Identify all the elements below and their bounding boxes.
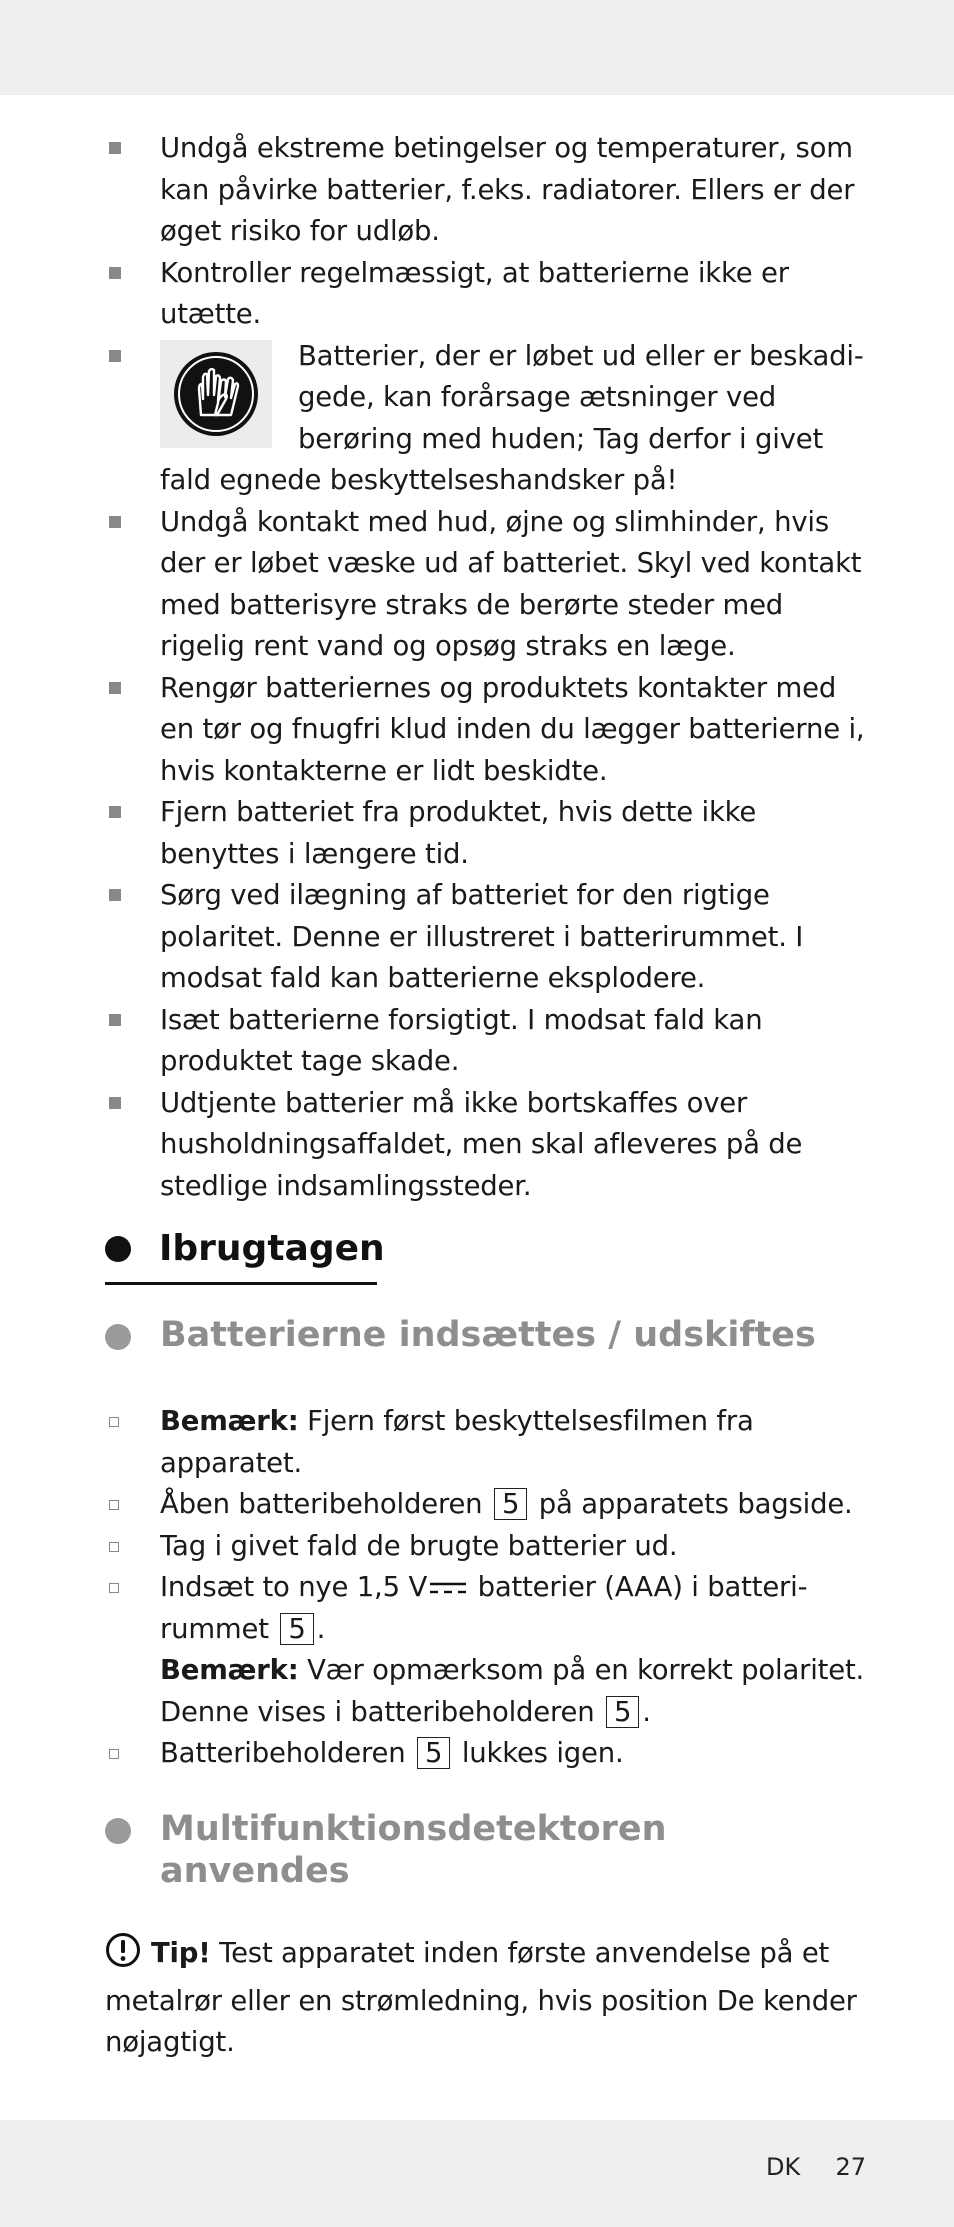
checkbox-bullet-icon <box>109 1583 119 1593</box>
square-bullet-icon <box>109 889 121 901</box>
safety-list <box>105 128 865 1207</box>
page-footer <box>766 2153 866 2181</box>
list-item: Kontroller regelmæssigt, at batterierne ikke er utætte. <box>105 253 865 336</box>
language-code: DK <box>766 2153 801 2181</box>
list-item: Isæt batterierne forsigtigt. I modsat fald kan produktet tage skade. <box>105 1000 865 1083</box>
tip-note: Tip! Test apparatet inden første anvendelse på et metalrør eller en strømledning, hvis position De kender nøjagtigt. <box>105 1932 865 2064</box>
square-bullet-icon <box>109 142 121 154</box>
square-bullet-icon <box>109 682 121 694</box>
part-reference-box: 5 <box>280 1613 313 1645</box>
square-bullet-icon <box>109 350 121 362</box>
grey-dot-icon <box>105 1818 131 1844</box>
checkbox-bullet-icon <box>109 1749 119 1759</box>
exclamation-icon <box>105 1932 141 1981</box>
square-bullet-icon <box>109 267 121 279</box>
square-bullet-icon <box>109 1014 121 1026</box>
square-bullet-icon <box>109 806 121 818</box>
list-item: Bemærk: Fjern først beskyttelsesfilmen fra apparatet. <box>105 1401 885 1484</box>
list-item: Åben batteribeholderen 5 på apparatets bagside. <box>105 1484 885 1526</box>
list-item: Tag i givet fald de brugte batterier ud. <box>105 1526 885 1568</box>
grey-dot-icon <box>105 1324 131 1350</box>
list-item: Undgå kontakt med hud, øjne og slimhinder, hvis der er løbet væske ud af batteriet. Skyl ved kontakt med batterisyre straks de berørte steder med rigelig rent vand og opsøg straks en læge. <box>105 502 865 668</box>
protective-gloves-icon <box>160 340 272 448</box>
list-item: Batterier, der er løbet ud eller er beskadigede, kan forårsage ætsninger ved berøring med huden; Tag derfor i givet fald egnede beskyttelseshandsker på! <box>105 336 865 502</box>
section-heading-ibrugtagen: Ibrugtagen <box>105 1228 385 1269</box>
heading-underline <box>105 1282 377 1285</box>
square-bullet-icon <box>109 1097 121 1109</box>
battery-steps-list <box>105 1401 885 1775</box>
black-dot-icon <box>105 1236 131 1262</box>
list-item: Sørg ved ilægning af batteriet for den rigtige polaritet. Denne er illustreret i batterirummet. I modsat fald kan batterierne eksplodere. <box>105 875 865 1000</box>
list-item: Rengør batteriernes og produktets kontakter med en tør og fnugfri klud inden du lægger batterierne i, hvis kontakterne er lidt beskidte. <box>105 668 865 793</box>
checkbox-bullet-icon <box>109 1500 119 1510</box>
checkbox-bullet-icon <box>109 1542 119 1552</box>
list-item: Indsæt to nye 1,5 V batterier (AAA) i batterirummet 5 . Bemærk: Vær opmærksom på en korrekt polaritet. Denne vises i batteribeholderen 5 . <box>105 1567 885 1733</box>
part-reference-box: 5 <box>494 1488 527 1520</box>
list-item: Udtjente batterier må ikke bortskaffes over husholdningsaffaldet, men skal afleveres på de stedlige indsamlingssteder. <box>105 1083 865 1208</box>
part-reference-box: 5 <box>417 1737 450 1769</box>
list-item: Batteribeholderen 5 lukkes igen. <box>105 1733 885 1775</box>
page-number: 27 <box>835 2153 867 2181</box>
square-bullet-icon <box>109 516 121 528</box>
subheading-detector-use: Multifunktionsdetektoren anvendes <box>105 1808 805 1892</box>
direct-current-icon <box>429 1567 467 1609</box>
part-reference-box: 5 <box>606 1696 639 1728</box>
top-band <box>0 0 954 95</box>
checkbox-bullet-icon <box>109 1417 119 1427</box>
subheading-batteries: Batterierne indsættes / udskiftes <box>105 1314 816 1356</box>
list-item: Fjern batteriet fra produktet, hvis dette ikke benyttes i længere tid. <box>105 792 865 875</box>
battery-safety-section <box>105 128 865 1207</box>
list-item: Undgå ekstreme betingelser og temperaturer, som kan påvirke batterier, f.eks. radiatorer. Ellers er der øget risiko for udløb. <box>105 128 865 253</box>
